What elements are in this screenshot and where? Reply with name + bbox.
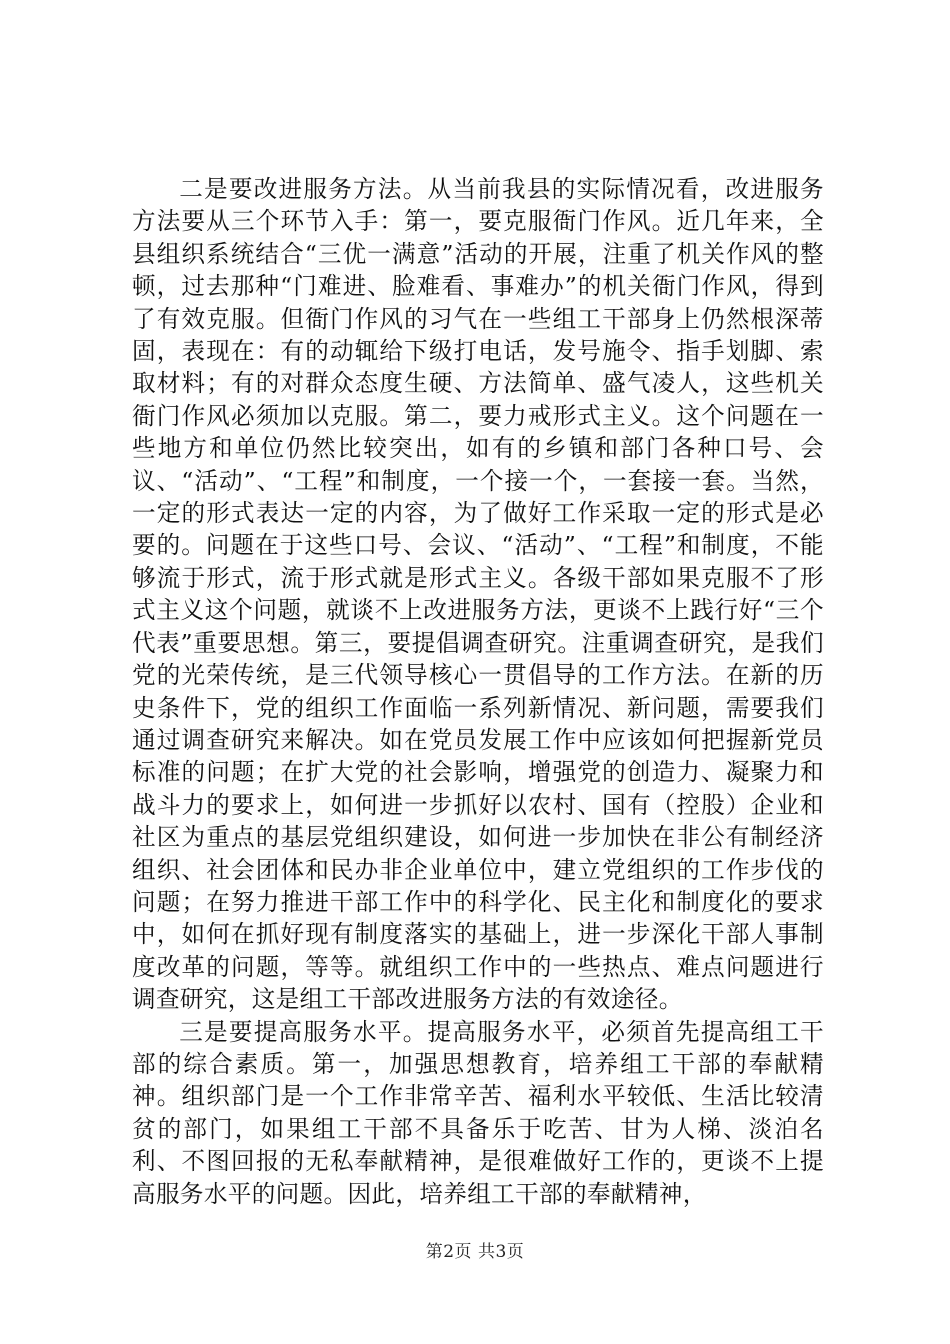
- page-footer: 第2页 共3页: [425, 1242, 525, 1262]
- body-text: [132, 173, 824, 1210]
- paragraph-service-level: 三是要提高服务水平。提高服务水平，必须首先提高组工干部的综合素质。第一，加强思想教育，培养组工干部的奉献精神。组织部门是一个工作非常辛苦、福利水平较低、生活比较清贫的部门，如果组工干部不具备乐于吃苦、甘为人梯、淡泊名利、不图回报的无私奉献精神，是很难做好工作的，更谈不上提高服务水平的问题。因此，培养组工干部的奉献精神，: [132, 1017, 824, 1208]
- paragraph-service-methods: 二是要改进服务方法。从当前我县的实际情况看，改进服务方法要从三个环节入手：第一，要克服衙门作风。近几年来，全县组织系统结合“三优一满意”活动的开展，注重了机关作风的整顿，过去那种“门难进、脸难看、事难办”的机关衙门作风，得到了有效克服。但衙门作风的习气在一些组工干部身上仍然根深蒂固，表现在：有的动辄给下级打电话，发号施令、指手划脚、索取材料；有的对群众态度生硬、方法简单、盛气凌人，这些机关衙门作风必须加以克服。第二，要力戒形式主义。这个问题在一些地方和单位仍然比较突出，如有的乡镇和部门各种口号、会议、“活动”、“工程”和制度，一个接一个，一套接一套。当然，一定的形式表达一定的内容，为了做好工作采取一定的形式是必要的。问题在于这些口号、会议、“活动”、“工程”和制度，不能够流于形式，流于形式就是形式主义。各级干部如果克服不了形式主义这个问题，就谈不上改进服务方法，更谈不上践行好“三个代表”重要思想。第三，要提倡调查研究。注重调查研究，是我们党的光荣传统，是三代领导核心一贯倡导的工作方法。在新的历史条件下，党的组织工作面临一系列新情况、新问题，需要我们通过调查研究来解决。如在党员发展工作中应该如何把握新党员标准的问题；在扩大党的社会影响，增强党的创造力、凝聚力和战斗力的要求上，如何进一步抓好以农村、国有（控股）企业和社区为重点的基层党组织建设，如何进一步加快在非公有制经济组织、社会团体和民办非企业单位中，建立党组织的工作步伐的问题；在努力推进干部工作中的科学化、民主化和制度化的要求中，如何在抓好现有制度落实的基础上，进一步深化干部人事制度改革的问题，等等。就组织工作中的一些热点、难点问题进行调查研究，这是组工干部改进服务方法的有效途径。: [132, 175, 824, 1014]
